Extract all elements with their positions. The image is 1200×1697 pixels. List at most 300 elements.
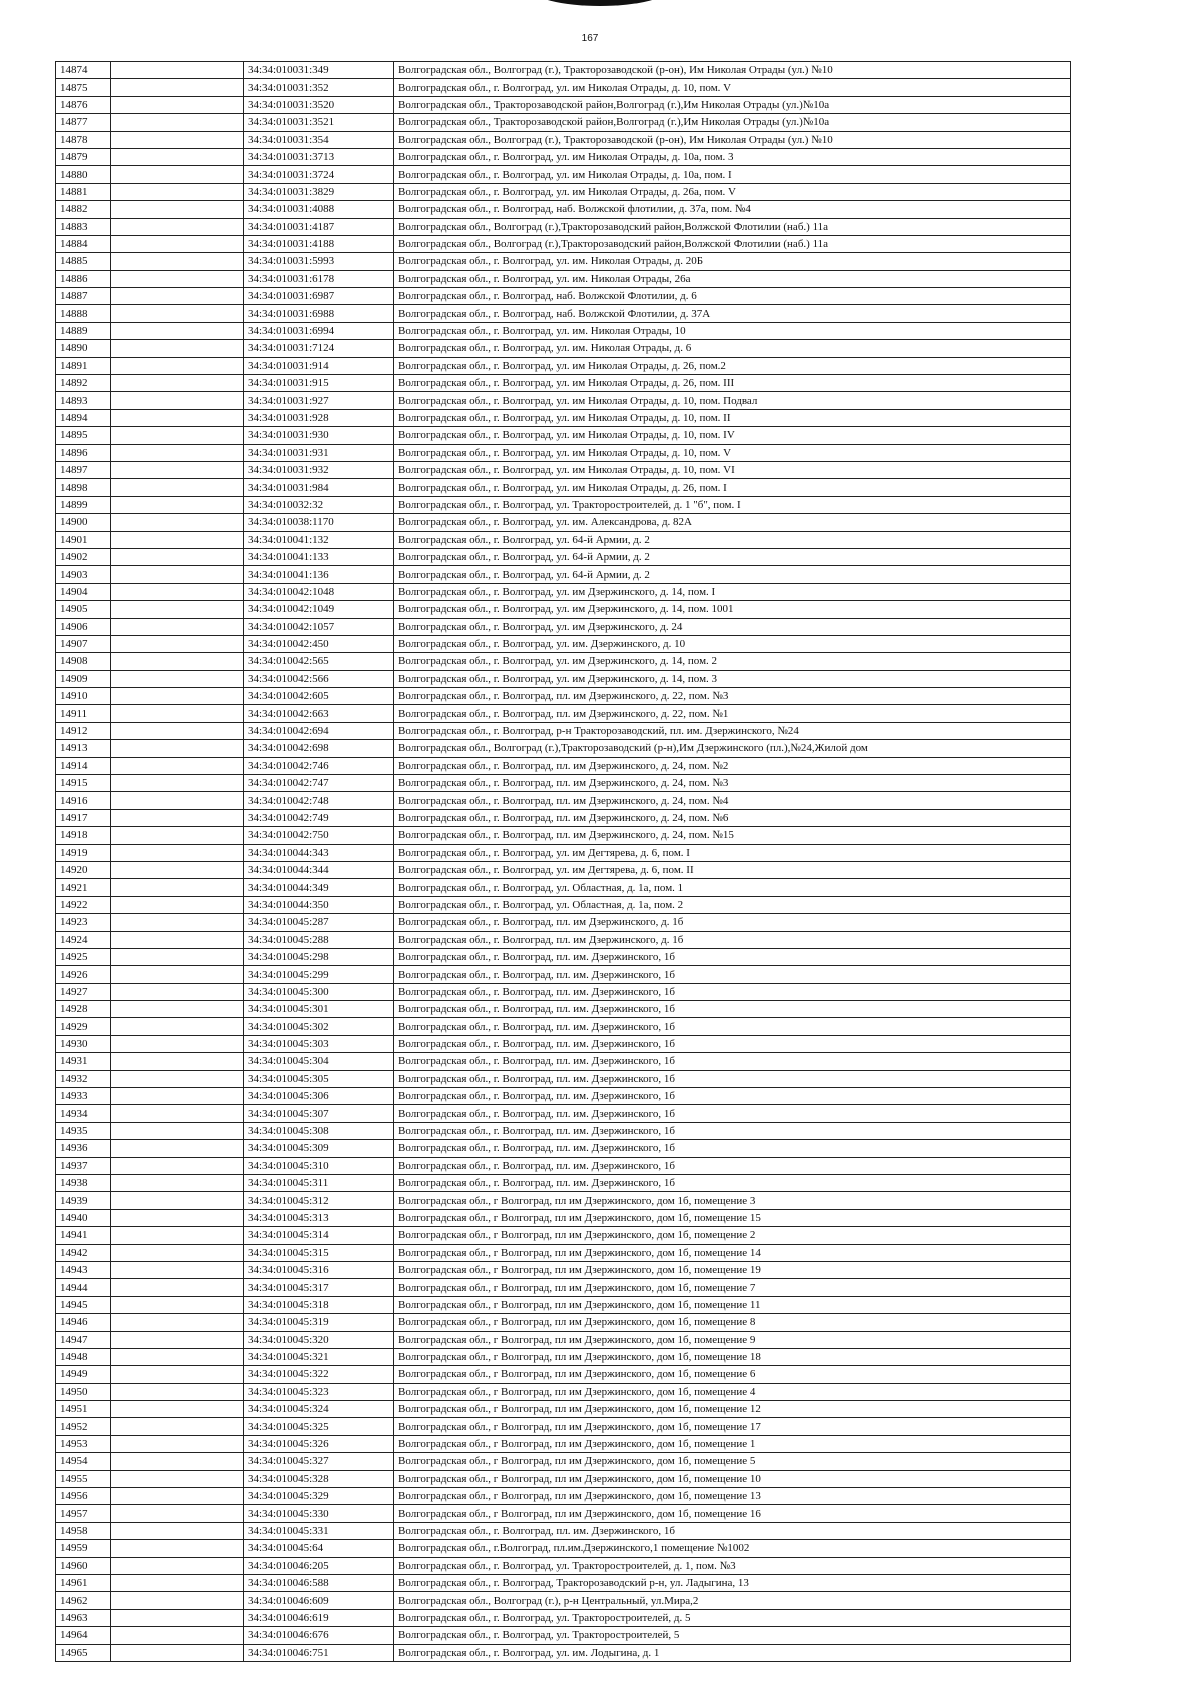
table-row — [56, 601, 1071, 618]
address-cell: Волгоградская обл., г. Волгоград, наб. Волжской флотилии, д. 37а, пом. №4 — [394, 201, 1071, 218]
cadastral-number-cell: 34:34:010042:1057 — [244, 618, 394, 635]
blank-cell — [111, 1209, 244, 1226]
table-row — [56, 1035, 1071, 1052]
address-cell: Волгоградская обл., г. Волгоград, наб. Волжской Флотилии, д. 6 — [394, 288, 1071, 305]
row-number-cell: 14895 — [56, 427, 111, 444]
blank-cell — [111, 722, 244, 739]
row-number-cell: 14887 — [56, 288, 111, 305]
address-cell: Волгоградская обл., Волгоград (г.),Тракторозаводский (р-н),Им Дзержинского (пл.),№24,Жилой дом — [394, 740, 1071, 757]
cadastral-number-cell: 34:34:010045:320 — [244, 1331, 394, 1348]
cadastral-number-cell: 34:34:010045:324 — [244, 1401, 394, 1418]
blank-cell — [111, 96, 244, 113]
cadastral-number-cell: 34:34:010046:588 — [244, 1574, 394, 1591]
blank-cell — [111, 427, 244, 444]
table-row — [56, 896, 1071, 913]
cadastral-number-cell: 34:34:010045:298 — [244, 948, 394, 965]
blank-cell — [111, 1157, 244, 1174]
address-cell: Волгоградская обл., г. Волгоград, пл. им. Дзержинского, 1б — [394, 948, 1071, 965]
table-row — [56, 114, 1071, 131]
row-number-cell: 14931 — [56, 1053, 111, 1070]
table-row — [56, 983, 1071, 1000]
table-row — [56, 566, 1071, 583]
cadastral-number-cell: 34:34:010042:698 — [244, 740, 394, 757]
cadastral-number-cell: 34:34:010031:3521 — [244, 114, 394, 131]
row-number-cell: 14903 — [56, 566, 111, 583]
cadastral-number-cell: 34:34:010031:6988 — [244, 305, 394, 322]
address-cell: Волгоградская обл., г. Волгоград, ул. им Дзержинского, д. 14, пом. 3 — [394, 670, 1071, 687]
row-number-cell: 14919 — [56, 844, 111, 861]
address-cell: Волгоградская обл., г. Волгоград, ул. Тракторостроителей, 5 — [394, 1627, 1071, 1644]
blank-cell — [111, 1522, 244, 1539]
blank-cell — [111, 757, 244, 774]
cadastral-number-cell: 34:34:010045:307 — [244, 1105, 394, 1122]
cadastral-number-cell: 34:34:010031:352 — [244, 79, 394, 96]
row-number-cell: 14908 — [56, 653, 111, 670]
row-number-cell: 14880 — [56, 166, 111, 183]
address-cell: Волгоградская обл., г. Волгоград, пл. им. Дзержинского, 1б — [394, 1053, 1071, 1070]
row-number-cell: 14952 — [56, 1418, 111, 1435]
blank-cell — [111, 253, 244, 270]
cadastral-number-cell: 34:34:010045:316 — [244, 1261, 394, 1278]
table-row — [56, 1244, 1071, 1261]
address-cell: Волгоградская обл., г Волгоград, пл им Дзержинского, дом 1б, помещение 19 — [394, 1261, 1071, 1278]
address-cell: Волгоградская обл., г. Волгоград, пл. им. Дзержинского, 1б — [394, 1122, 1071, 1139]
blank-cell — [111, 1122, 244, 1139]
blank-cell — [111, 1557, 244, 1574]
cadastral-number-cell: 34:34:010031:6994 — [244, 322, 394, 339]
row-number-cell: 14937 — [56, 1157, 111, 1174]
row-number-cell: 14901 — [56, 531, 111, 548]
blank-cell — [111, 1314, 244, 1331]
row-number-cell: 14906 — [56, 618, 111, 635]
row-number-cell: 14953 — [56, 1435, 111, 1452]
row-number-cell: 14913 — [56, 740, 111, 757]
row-number-cell: 14882 — [56, 201, 111, 218]
cadastral-number-cell: 34:34:010045:319 — [244, 1314, 394, 1331]
row-number-cell: 14902 — [56, 548, 111, 565]
row-number-cell: 14892 — [56, 375, 111, 392]
cadastral-number-cell: 34:34:010031:984 — [244, 479, 394, 496]
table-row — [56, 496, 1071, 513]
cadastral-number-cell: 34:34:010045:321 — [244, 1348, 394, 1365]
blank-cell — [111, 1366, 244, 1383]
address-cell: Волгоградская обл., г. Волгоград, ул. Тракторостроителей, д. 1, пом. №3 — [394, 1557, 1071, 1574]
cadastral-number-cell: 34:34:010031:3724 — [244, 166, 394, 183]
blank-cell — [111, 1348, 244, 1365]
table-row — [56, 201, 1071, 218]
blank-cell — [111, 357, 244, 374]
cadastral-number-cell: 34:34:010042:565 — [244, 653, 394, 670]
table-row — [56, 1505, 1071, 1522]
table-row — [56, 618, 1071, 635]
cadastral-number-cell: 34:34:010042:663 — [244, 705, 394, 722]
cadastral-number-cell: 34:34:010045:327 — [244, 1453, 394, 1470]
row-number-cell: 14900 — [56, 514, 111, 531]
address-cell: Волгоградская обл., г Волгоград, пл им Дзержинского, дом 1б, помещение 15 — [394, 1209, 1071, 1226]
blank-cell — [111, 948, 244, 965]
address-cell: Волгоградская обл., Тракторозаводской район,Волгоград (г.),Им Николая Отрады (ул.)№10а — [394, 114, 1071, 131]
row-number-cell: 14951 — [56, 1401, 111, 1418]
table-row — [56, 1140, 1071, 1157]
blank-cell — [111, 1001, 244, 1018]
table-row — [56, 1470, 1071, 1487]
cadastral-number-cell: 34:34:010042:1049 — [244, 601, 394, 618]
table-row — [56, 705, 1071, 722]
address-cell: Волгоградская обл., г. Волгоград, ул. им. Николая Отрады, д. 6 — [394, 340, 1071, 357]
row-number-cell: 14884 — [56, 235, 111, 252]
blank-cell — [111, 583, 244, 600]
blank-cell — [111, 1418, 244, 1435]
table-row — [56, 1209, 1071, 1226]
table-row — [56, 1175, 1071, 1192]
address-cell: Волгоградская обл., г. Волгоград, ул. им Дзержинского, д. 24 — [394, 618, 1071, 635]
row-number-cell: 14944 — [56, 1279, 111, 1296]
row-number-cell: 14948 — [56, 1348, 111, 1365]
cadastral-number-cell: 34:34:010045:312 — [244, 1192, 394, 1209]
table-row — [56, 1435, 1071, 1452]
cadastral-number-cell: 34:34:010046:205 — [244, 1557, 394, 1574]
address-cell: Волгоградская обл., Волгоград (г.),Тракторозаводский район,Волжской Флотилии (наб.) 11а — [394, 235, 1071, 252]
blank-cell — [111, 548, 244, 565]
blank-cell — [111, 496, 244, 513]
address-cell: Волгоградская обл., г. Волгоград, пл. им Дзержинского, д. 24, пом. №3 — [394, 775, 1071, 792]
cadastral-number-cell: 34:34:010041:133 — [244, 548, 394, 565]
blank-cell — [111, 148, 244, 165]
table-row — [56, 183, 1071, 200]
address-cell: Волгоградская обл., г. Волгоград, ул. им. Дзержинского, д. 10 — [394, 635, 1071, 652]
cadastral-number-cell: 34:34:010031:3829 — [244, 183, 394, 200]
address-cell: Волгоградская обл., Волгоград (г.), р-н Центральный, ул.Мира,2 — [394, 1592, 1071, 1609]
blank-cell — [111, 218, 244, 235]
blank-cell — [111, 1627, 244, 1644]
blank-cell — [111, 914, 244, 931]
cadastral-number-cell: 34:34:010045:322 — [244, 1366, 394, 1383]
row-number-cell: 14877 — [56, 114, 111, 131]
blank-cell — [111, 983, 244, 1000]
table-row — [56, 1366, 1071, 1383]
table-row — [56, 1418, 1071, 1435]
blank-cell — [111, 131, 244, 148]
blank-cell — [111, 705, 244, 722]
table-row — [56, 444, 1071, 461]
row-number-cell: 14947 — [56, 1331, 111, 1348]
blank-cell — [111, 1018, 244, 1035]
cadastral-number-cell: 34:34:010044:344 — [244, 861, 394, 878]
blank-cell — [111, 1175, 244, 1192]
cadastral-number-cell: 34:34:010044:349 — [244, 879, 394, 896]
table-row — [56, 1088, 1071, 1105]
table-row — [56, 1348, 1071, 1365]
blank-cell — [111, 670, 244, 687]
table-row — [56, 305, 1071, 322]
blank-cell — [111, 514, 244, 531]
blank-cell — [111, 1505, 244, 1522]
page-number: 167 — [581, 33, 599, 44]
row-number-cell: 14876 — [56, 96, 111, 113]
address-cell: Волгоградская обл., г. Волгоград, пл. им. Дзержинского, 1б — [394, 966, 1071, 983]
row-number-cell: 14911 — [56, 705, 111, 722]
table-row — [56, 1488, 1071, 1505]
address-cell: Волгоградская обл., г Волгоград, пл им Дзержинского, дом 1б, помещение 9 — [394, 1331, 1071, 1348]
cadastral-number-cell: 34:34:010031:349 — [244, 62, 394, 79]
address-cell: Волгоградская обл., г Волгоград, пл им Дзержинского, дом 1б, помещение 3 — [394, 1192, 1071, 1209]
table-row — [56, 740, 1071, 757]
blank-cell — [111, 966, 244, 983]
cadastral-number-cell: 34:34:010046:609 — [244, 1592, 394, 1609]
blank-cell — [111, 1296, 244, 1313]
address-cell: Волгоградская обл., г. Волгоград, ул. Тракторостроителей, д. 5 — [394, 1609, 1071, 1626]
row-number-cell: 14938 — [56, 1175, 111, 1192]
row-number-cell: 14912 — [56, 722, 111, 739]
cadastral-number-cell: 34:34:010041:136 — [244, 566, 394, 583]
row-number-cell: 14956 — [56, 1488, 111, 1505]
blank-cell — [111, 879, 244, 896]
address-cell: Волгоградская обл., г Волгоград, пл им Дзержинского, дом 1б, помещение 18 — [394, 1348, 1071, 1365]
row-number-cell: 14918 — [56, 827, 111, 844]
blank-cell — [111, 1435, 244, 1452]
address-cell: Волгоградская обл., Волгоград (г.),Тракторозаводский район,Волжской Флотилии (наб.) 11а — [394, 218, 1071, 235]
address-cell: Волгоградская обл., г. Волгоград, ул. им Николая Отрады, д. 26, пом. I — [394, 479, 1071, 496]
row-number-cell: 14917 — [56, 809, 111, 826]
cadastral-number-cell: 34:34:010031:6987 — [244, 288, 394, 305]
cadastral-number-cell: 34:34:010031:928 — [244, 409, 394, 426]
blank-cell — [111, 1140, 244, 1157]
address-cell: Волгоградская обл., г. Волгоград, ул. им Николая Отрады, д. 10а, пом. 3 — [394, 148, 1071, 165]
address-cell: Волгоградская обл., г Волгоград, пл им Дзержинского, дом 1б, помещение 12 — [394, 1401, 1071, 1418]
address-cell: Волгоградская обл., Тракторозаводской район,Волгоград (г.),Им Николая Отрады (ул.)№10а — [394, 96, 1071, 113]
table-row — [56, 1401, 1071, 1418]
address-cell: Волгоградская обл., г. Волгоград, пл. им Дзержинского, д. 22, пом. №1 — [394, 705, 1071, 722]
blank-cell — [111, 931, 244, 948]
blank-cell — [111, 114, 244, 131]
address-cell: Волгоградская обл., г. Волгоград, ул. Тракторостроителей, д. 1 "б", пом. I — [394, 496, 1071, 513]
table-row — [56, 792, 1071, 809]
table-row — [56, 1644, 1071, 1661]
row-number-cell: 14899 — [56, 496, 111, 513]
blank-cell — [111, 792, 244, 809]
address-cell: Волгоградская обл., г. Волгоград, пл. им. Дзержинского, 1б — [394, 1001, 1071, 1018]
row-number-cell: 14964 — [56, 1627, 111, 1644]
cadastral-number-cell: 34:34:010042:750 — [244, 827, 394, 844]
address-cell: Волгоградская обл., г. Волгоград, ул. им Николая Отрады, д. 26, пом. III — [394, 375, 1071, 392]
row-number-cell: 14959 — [56, 1540, 111, 1557]
blank-cell — [111, 1192, 244, 1209]
cadastral-number-cell: 34:34:010038:1170 — [244, 514, 394, 531]
address-cell: Волгоградская обл., г. Волгоград, пл. им. Дзержинского, 1б — [394, 1140, 1071, 1157]
table-row — [56, 235, 1071, 252]
address-cell: Волгоградская обл., г. Волгоград, пл. им Дзержинского, д. 24, пом. №15 — [394, 827, 1071, 844]
cadastral-number-cell: 34:34:010031:4187 — [244, 218, 394, 235]
address-cell: Волгоградская обл., г. Волгоград, ул. 64-й Армии, д. 2 — [394, 548, 1071, 565]
table-row — [56, 1557, 1071, 1574]
blank-cell — [111, 1540, 244, 1557]
row-number-cell: 14924 — [56, 931, 111, 948]
table-row — [56, 322, 1071, 339]
address-cell: Волгоградская обл., г Волгоград, пл им Дзержинского, дом 1б, помещение 14 — [394, 1244, 1071, 1261]
address-cell: Волгоградская обл., г Волгоград, пл им Дзержинского, дом 1б, помещение 17 — [394, 1418, 1071, 1435]
table-row — [56, 79, 1071, 96]
blank-cell — [111, 844, 244, 861]
cadastral-number-cell: 34:34:010045:328 — [244, 1470, 394, 1487]
cadastral-number-cell: 34:34:010031:930 — [244, 427, 394, 444]
row-number-cell: 14955 — [56, 1470, 111, 1487]
row-number-cell: 14939 — [56, 1192, 111, 1209]
table-row — [56, 1331, 1071, 1348]
cadastral-number-cell: 34:34:010045:313 — [244, 1209, 394, 1226]
row-number-cell: 14905 — [56, 601, 111, 618]
cadastral-number-cell: 34:34:010045:330 — [244, 1505, 394, 1522]
table-row — [56, 253, 1071, 270]
cadastral-number-cell: 34:34:010045:323 — [244, 1383, 394, 1400]
cadastral-number-cell: 34:34:010045:315 — [244, 1244, 394, 1261]
row-number-cell: 14890 — [56, 340, 111, 357]
table-row — [56, 218, 1071, 235]
address-cell: Волгоградская обл., г Волгоград, пл им Дзержинского, дом 1б, помещение 1 — [394, 1435, 1071, 1452]
table-row — [56, 1105, 1071, 1122]
blank-cell — [111, 861, 244, 878]
table-row — [56, 653, 1071, 670]
cadastral-number-cell: 34:34:010045:311 — [244, 1175, 394, 1192]
address-cell: Волгоградская обл., г Волгоград, пл им Дзержинского, дом 1б, помещение 5 — [394, 1453, 1071, 1470]
cadastral-number-cell: 34:34:010031:7124 — [244, 340, 394, 357]
row-number-cell: 14907 — [56, 635, 111, 652]
table-row — [56, 1227, 1071, 1244]
row-number-cell: 14926 — [56, 966, 111, 983]
cadastral-number-cell: 34:34:010042:694 — [244, 722, 394, 739]
row-number-cell: 14879 — [56, 148, 111, 165]
blank-cell — [111, 375, 244, 392]
cadastral-number-cell: 34:34:010042:746 — [244, 757, 394, 774]
cadastral-number-cell: 34:34:010042:605 — [244, 688, 394, 705]
table-row — [56, 166, 1071, 183]
row-number-cell: 14942 — [56, 1244, 111, 1261]
row-number-cell: 14935 — [56, 1122, 111, 1139]
address-cell: Волгоградская обл., г. Волгоград, пл. им. Дзержинского, 1б — [394, 983, 1071, 1000]
address-cell: Волгоградская обл., г Волгоград, пл им Дзержинского, дом 1б, помещение 6 — [394, 1366, 1071, 1383]
table-row — [56, 1192, 1071, 1209]
blank-cell — [111, 1261, 244, 1278]
row-number-cell: 14889 — [56, 322, 111, 339]
table-row — [56, 514, 1071, 531]
table-row — [56, 531, 1071, 548]
cadastral-number-cell: 34:34:010044:350 — [244, 896, 394, 913]
table-row — [56, 427, 1071, 444]
blank-cell — [111, 775, 244, 792]
address-cell: Волгоградская обл., г. Волгоград, ул. им. Николая Отрады, 10 — [394, 322, 1071, 339]
address-cell: Волгоградская обл., г Волгоград, пл им Дзержинского, дом 1б, помещение 16 — [394, 1505, 1071, 1522]
table-row — [56, 1070, 1071, 1087]
address-cell: Волгоградская обл., г. Волгоград, ул. 64-й Армии, д. 2 — [394, 531, 1071, 548]
blank-cell — [111, 288, 244, 305]
table-row — [56, 966, 1071, 983]
blank-cell — [111, 653, 244, 670]
address-cell: Волгоградская обл., г. Волгоград, пл. им Дзержинского, д. 24, пом. №6 — [394, 809, 1071, 826]
address-cell: Волгоградская обл., г. Волгоград, ул. им. Лодыгина, д. 1 — [394, 1644, 1071, 1661]
cadastral-number-cell: 34:34:010044:343 — [244, 844, 394, 861]
address-cell: Волгоградская обл., г. Волгоград, пл. им. Дзержинского, 1б — [394, 1035, 1071, 1052]
blank-cell — [111, 740, 244, 757]
blank-cell — [111, 896, 244, 913]
row-number-cell: 14949 — [56, 1366, 111, 1383]
table-row — [56, 340, 1071, 357]
address-cell: Волгоградская обл., Волгоград (г.), Тракторозаводской (р-он), Им Николая Отрады (ул.) №10 — [394, 131, 1071, 148]
row-number-cell: 14943 — [56, 1261, 111, 1278]
cadastral-number-cell: 34:34:010031:927 — [244, 392, 394, 409]
table-row — [56, 844, 1071, 861]
address-cell: Волгоградская обл., г. Волгоград, ул. им Дзержинского, д. 14, пом. I — [394, 583, 1071, 600]
table-row — [56, 1261, 1071, 1278]
row-number-cell: 14950 — [56, 1383, 111, 1400]
blank-cell — [111, 1488, 244, 1505]
blank-cell — [111, 166, 244, 183]
cadastral-number-cell: 34:34:010031:932 — [244, 461, 394, 478]
blank-cell — [111, 1644, 244, 1661]
cadastral-number-cell: 34:34:010045:306 — [244, 1088, 394, 1105]
address-cell: Волгоградская обл., г. Волгоград, ул. им. Николая Отрады, д. 20Б — [394, 253, 1071, 270]
blank-cell — [111, 1070, 244, 1087]
table-row — [56, 670, 1071, 687]
blank-cell — [111, 79, 244, 96]
blank-cell — [111, 601, 244, 618]
table-row — [56, 1627, 1071, 1644]
address-cell: Волгоградская обл., г Волгоград, пл им Дзержинского, дом 1б, помещение 11 — [394, 1296, 1071, 1313]
address-cell: Волгоградская обл., г. Волгоград, ул. им Николая Отрады, д. 26а, пом. V — [394, 183, 1071, 200]
row-number-cell: 14915 — [56, 775, 111, 792]
row-number-cell: 14904 — [56, 583, 111, 600]
table-row — [56, 1522, 1071, 1539]
table-row — [56, 548, 1071, 565]
table-row — [56, 635, 1071, 652]
address-cell: Волгоградская обл., г. Волгоград, р-н Тракторозаводский, пл. им. Дзержинского, №24 — [394, 722, 1071, 739]
blank-cell — [111, 1088, 244, 1105]
row-number-cell: 14874 — [56, 62, 111, 79]
table-row — [56, 1383, 1071, 1400]
cadastral-number-cell: 34:34:010045:317 — [244, 1279, 394, 1296]
blank-cell — [111, 305, 244, 322]
cadastral-number-cell: 34:34:010045:300 — [244, 983, 394, 1000]
blank-cell — [111, 1609, 244, 1626]
cadastral-number-cell: 34:34:010031:914 — [244, 357, 394, 374]
blank-cell — [111, 1279, 244, 1296]
cadastral-number-cell: 34:34:010045:310 — [244, 1157, 394, 1174]
address-cell: Волгоградская обл., г. Волгоград, ул. им Николая Отрады, д. 10, пом. VI — [394, 461, 1071, 478]
row-number-cell: 14929 — [56, 1018, 111, 1035]
table-row — [56, 1122, 1071, 1139]
cadastral-number-cell: 34:34:010042:1048 — [244, 583, 394, 600]
table-row — [56, 1053, 1071, 1070]
table-row — [56, 1540, 1071, 1557]
address-cell: Волгоградская обл., Волгоград (г.), Тракторозаводской (р-он), Им Николая Отрады (ул.) №10 — [394, 62, 1071, 79]
address-cell: Волгоградская обл., г. Волгоград, пл. им. Дзержинского, 1б — [394, 1522, 1071, 1539]
address-cell: Волгоградская обл., г. Волгоград, ул. им Николая Отрады, д. 10а, пом. I — [394, 166, 1071, 183]
cadastral-number-cell: 34:34:010042:450 — [244, 635, 394, 652]
row-number-cell: 14936 — [56, 1140, 111, 1157]
cadastral-number-cell: 34:34:010045:304 — [244, 1053, 394, 1070]
row-number-cell: 14909 — [56, 670, 111, 687]
row-number-cell: 14960 — [56, 1557, 111, 1574]
address-cell: Волгоградская обл., г Волгоград, пл им Дзержинского, дом 1б, помещение 2 — [394, 1227, 1071, 1244]
cadastral-number-cell: 34:34:010046:676 — [244, 1627, 394, 1644]
cadastral-number-cell: 34:34:010045:308 — [244, 1122, 394, 1139]
cadastral-number-cell: 34:34:010045:64 — [244, 1540, 394, 1557]
cadastral-number-cell: 34:34:010046:619 — [244, 1609, 394, 1626]
table-row — [56, 1018, 1071, 1035]
address-cell: Волгоградская обл., г. Волгоград, пл. им. Дзержинского, 1б — [394, 1018, 1071, 1035]
blank-cell — [111, 479, 244, 496]
row-number-cell: 14894 — [56, 409, 111, 426]
cadastral-number-cell: 34:34:010042:566 — [244, 670, 394, 687]
registry-table — [55, 61, 1071, 1662]
